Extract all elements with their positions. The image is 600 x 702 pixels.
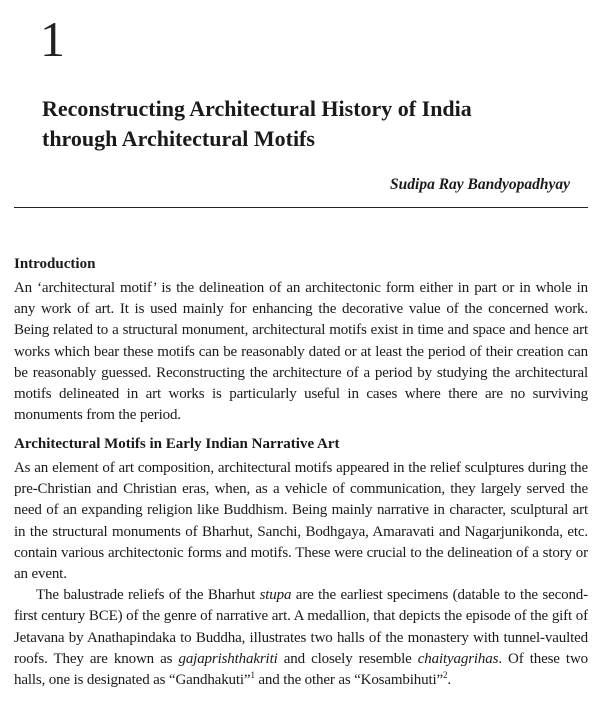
chapter-title-line-1: Reconstructing Architectural History of India <box>42 96 472 121</box>
paragraph-text: are the earliest specimens (datable to the second-first century BCE) of the genre of narrative art. A medallion, that depicts the episode of the gift of Jetavana by Anathapindaka to Buddha, illustrates two halls of the monastery with tunnel-vaulted roofs. They are known as <box>14 587 588 667</box>
paragraph-text: and the other as “Kosambihuti” <box>254 672 444 689</box>
chapter-number: 1 <box>40 11 65 67</box>
term-stupa: stupa <box>259 587 292 604</box>
paragraph-text: The balustrade reliefs of the Bharhut <box>36 587 260 604</box>
footnote-ref-1[interactable]: 1 <box>250 670 255 681</box>
author-name: Sudipa Ray Bandyopadhyay <box>390 176 570 193</box>
introduction-section <box>14 254 588 426</box>
introduction-heading: Introduction <box>14 256 96 272</box>
narrative-art-section <box>14 434 588 691</box>
chapter-title-line-2: through Architectural Motifs <box>42 126 315 151</box>
paragraph-text: . Of these two halls, one is designated as “Gandhakuti” <box>14 650 588 689</box>
term-gajaprishthakriti: gajaprishthakriti <box>178 650 278 667</box>
chapter-title <box>42 94 582 154</box>
narrative-art-paragraph-1: As an element of art composition, architectural motifs appeared in the relief sculptures during the pre-Christian and Christian eras, when, as a vehicle of communication, they largely served the need of an expanding religion like Buddhism. Being mainly narrative in character, sculptural art in the structural monuments of Bharhut, Sanchi, Bodhgaya, Amaravati and Nagarjunikonda, etc. contain various architectonic forms and motifs. These were crucial to the delineation of a story or an event. <box>14 460 588 583</box>
term-chaityagrihas: chaityagrihas <box>417 650 499 667</box>
introduction-paragraph: An ‘architectural motif’ is the delineation of an architectonic form either in part or in whole in any work of art. It is used mainly for enhancing the decorative value of the concerned work. Being related to a structural monument, architectural motifs exist in time and space and hence art works which bear these motifs can be reasonably dated or at least the period of their creation can be reasonably guessed. Reconstructing the architecture of a period by studying the architectural motifs delineated in art works is particularly useful in cases where there are no surviving monuments from the period. <box>14 280 588 424</box>
title-divider <box>14 207 588 208</box>
narrative-art-heading: Architectural Motifs in Early Indian Narrative Art <box>14 436 340 452</box>
footnote-ref-2[interactable]: 2 <box>443 670 448 681</box>
paragraph-text: . <box>447 672 451 689</box>
narrative-art-paragraph-2 <box>14 585 588 691</box>
paragraph-text: and closely resemble <box>277 650 418 667</box>
